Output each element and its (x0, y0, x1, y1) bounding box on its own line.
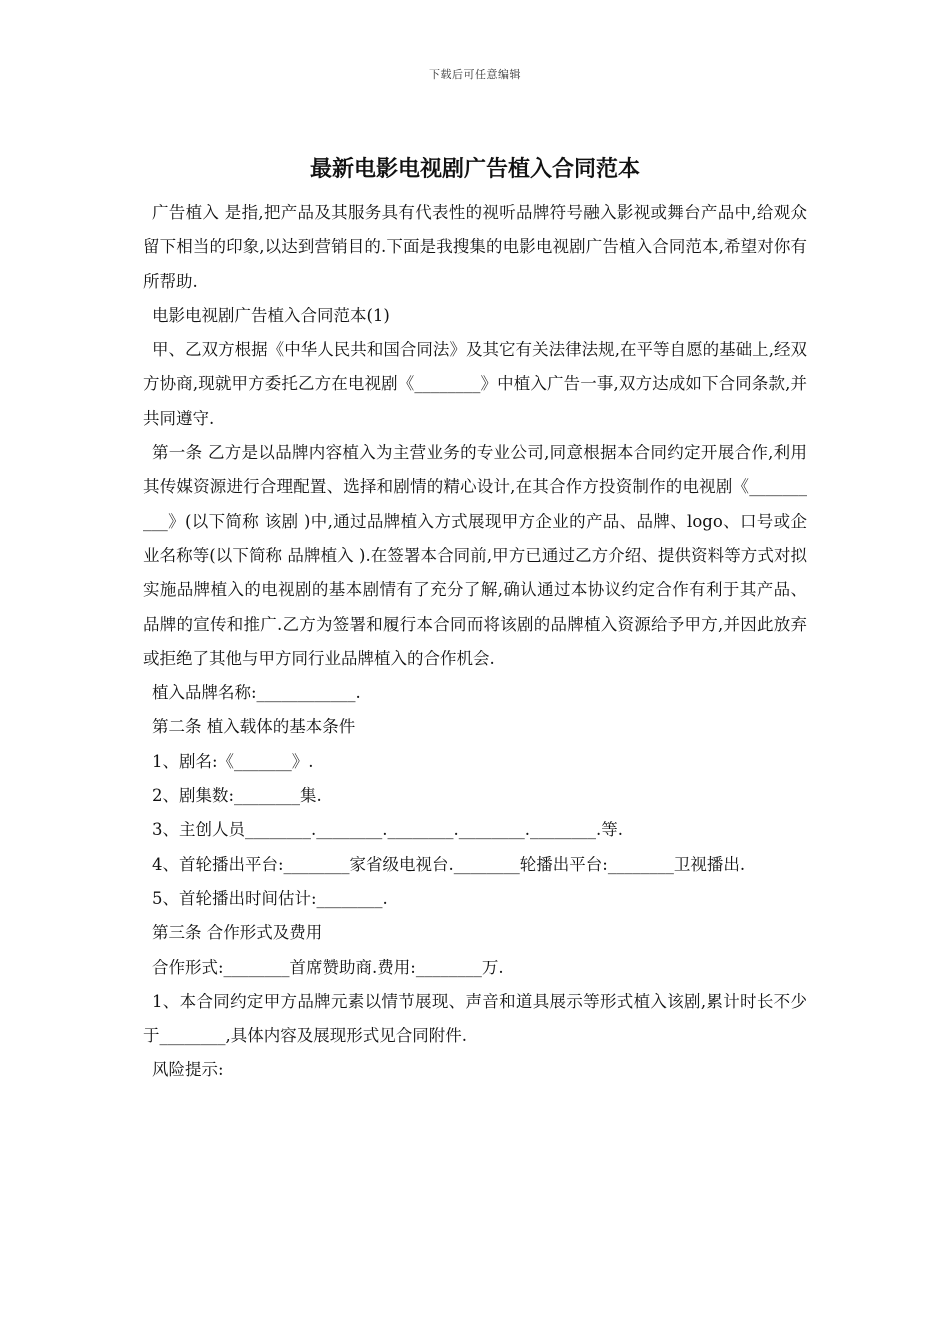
article-one-paragraph: 第一条 乙方是以品牌内容植入为主营业务的专业公司,同意根据本合同约定开展合作,利用其传媒资源进行合理配置、选择和剧情的精心设计,在其合作方投资制作的电视剧《__________》(以下简称 该剧 )中,通过品牌植入方式展现甲方企业的产品、品牌、logo、口号或企业名称等(以下简称 品牌植入 ).在签署本合同前,甲方已通过乙方介绍、提供资料等方式对拟实施品牌植入的电视剧的基本剧情有了充分了解,确认通过本协议约定合作有利于其产品、品牌的宣传和推广.乙方为签署和履行本合同而将该剧的品牌植入资源给予甲方,并因此放弃或拒绝了其他与甲方同行业品牌植入的合作机会. (143, 443, 807, 668)
article-two-heading: 第二条 植入载体的基本条件 (152, 717, 356, 737)
clause-paragraph: 1、本合同约定甲方品牌元素以情节展现、声音和道具展示等形式植入该剧,累计时长不少于________,具体内容及展现形式见合同附件. (143, 991, 807, 1046)
cooperation-form-line: 合作形式:________首席赞助商.费用:________万. (152, 957, 504, 977)
clause-line: 3、主创人员________.________.________.________.________.等. (152, 820, 623, 840)
clause-line: 2、剧集数:________集. (152, 786, 322, 806)
clause-line: 5、首轮播出时间估计:________. (152, 888, 388, 908)
brand-name-line: 植入品牌名称:____________. (152, 683, 361, 703)
article-three-heading: 第三条 合作形式及费用 (152, 923, 323, 943)
clause-line: 4、首轮播出平台:________家省级电视台.________轮播出平台:________卫视播出. (152, 854, 746, 874)
page-header-note: 下载后可任意编辑 (429, 68, 521, 81)
intro-paragraph: 广告植入 是指,把产品及其服务具有代表性的视听品牌符号融入影视或舞台产品中,给观众留下相当的印象,以达到营销目的.下面是我搜集的电影电视剧广告植入合同范本,希望对你有所帮助. (143, 203, 807, 291)
document-body (143, 196, 807, 1088)
risk-notice-label: 风险提示: (152, 1060, 224, 1080)
document-title: 最新电影电视剧广告植入合同范本 (309, 157, 640, 182)
clause-line: 1、剧名:《_______》. (152, 751, 314, 771)
sample-heading: 电影电视剧广告植入合同范本(1) (152, 305, 390, 325)
preamble-paragraph: 甲、乙双方根据《中华人民共和国合同法》及其它有关法律法规,在平等自愿的基础上,经双方协商,现就甲方委托乙方在电视剧《________》中植入广告一事,双方达成如下合同条款,并共同遵守. (143, 340, 807, 428)
